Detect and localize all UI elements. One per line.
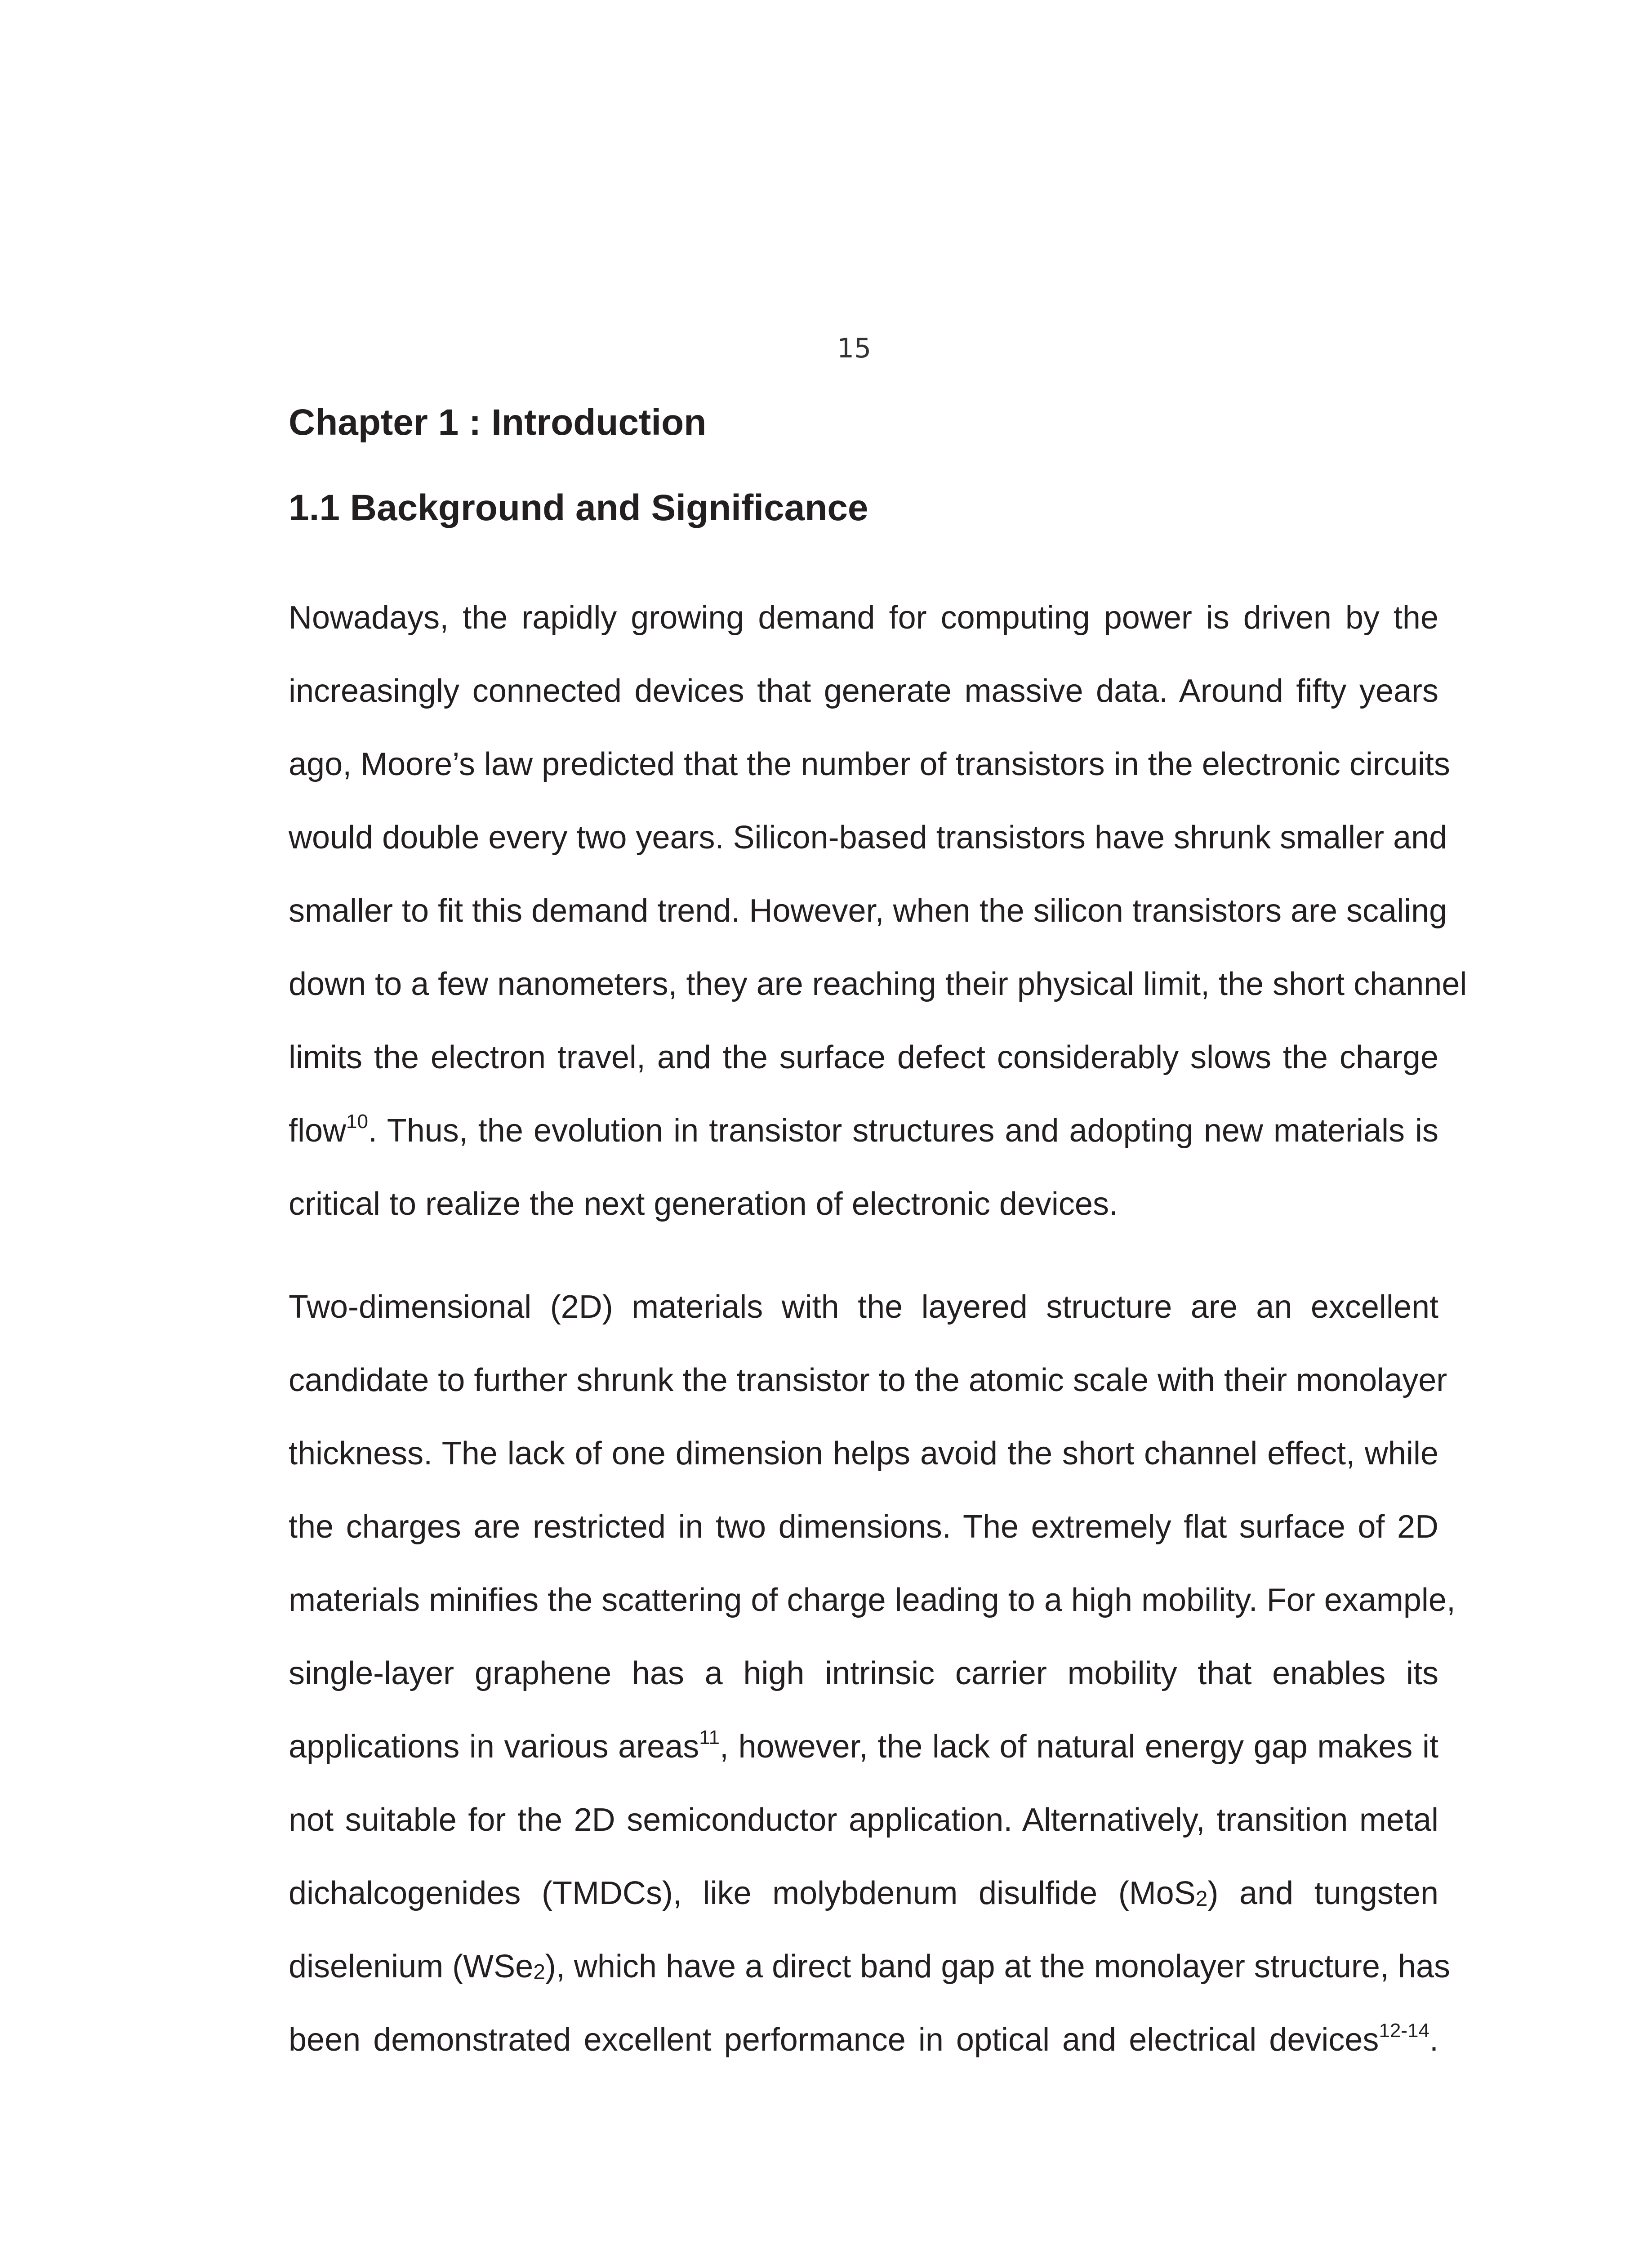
subscript: 2 bbox=[1195, 1887, 1208, 1911]
paragraph-line bbox=[289, 1094, 1438, 1168]
paragraph-line bbox=[289, 1857, 1438, 1930]
paragraph-line: down to a few nanometers, they are reaching their physical limit, the short channel bbox=[289, 966, 1467, 1002]
subscript: 2 bbox=[533, 1960, 545, 1984]
line-text: applications in various areas bbox=[289, 1729, 699, 1765]
paragraph-line bbox=[289, 2003, 1438, 2077]
line-text: . bbox=[1429, 2022, 1438, 2058]
paragraph-line: Nowadays, the rapidly growing demand for computing power is driven by the bbox=[289, 600, 1438, 636]
paragraph-line bbox=[289, 1710, 1438, 1784]
line-text: dichalcogenides (TMDCs), like molybdenum disulfide (MoS bbox=[289, 1875, 1196, 1911]
paragraph-line: limits the electron travel, and the surface defect considerably slows the charge bbox=[289, 1039, 1438, 1075]
paragraph-line: single-layer graphene has a high intrinsic carrier mobility that enables its bbox=[289, 1655, 1438, 1691]
line-text: ), which have a direct band gap at the monolayer structure, has bbox=[545, 1949, 1451, 1985]
citation-ref: 10 bbox=[346, 1111, 368, 1133]
paragraph-2d-materials bbox=[289, 1271, 1456, 2077]
paragraph-line: thickness. The lack of one dimension helps avoid the short channel effect, while bbox=[289, 1436, 1438, 1472]
paragraph-moores-law bbox=[289, 581, 1467, 1241]
paragraph-line: the charges are restricted in two dimensions. The extremely flat surface of 2D bbox=[289, 1509, 1438, 1545]
paragraph-line: critical to realize the next generation of electronic devices. bbox=[289, 1186, 1118, 1222]
citation-ref: 12-14 bbox=[1379, 2020, 1429, 2042]
line-text: flow bbox=[289, 1113, 347, 1149]
paragraph-line: smaller to fit this demand trend. However, when the silicon transistors are scaling bbox=[289, 893, 1447, 929]
paragraph-line: would double every two years. Silicon-based transistors have shrunk smaller and bbox=[289, 820, 1447, 856]
paragraph-line: ago, Moore’s law predicted that the number of transistors in the electronic circuits bbox=[289, 746, 1450, 782]
paragraph-line: materials minifies the scattering of charge leading to a high mobility. For example, bbox=[289, 1582, 1456, 1618]
paragraph-line bbox=[289, 1930, 1451, 2003]
paragraph-line: increasingly connected devices that generate massive data. Around fifty years bbox=[289, 673, 1438, 709]
paragraph-line: Two-dimensional (2D) materials with the layered structure are an excellent bbox=[289, 1289, 1438, 1325]
section-title: 1.1 Background and Significance bbox=[289, 487, 868, 528]
citation-ref: 11 bbox=[699, 1726, 720, 1748]
line-text: ) and tungsten bbox=[1207, 1875, 1438, 1911]
paragraph-line: candidate to further shrunk the transistor to the atomic scale with their monolayer bbox=[289, 1362, 1447, 1398]
chapter-title: Chapter 1 : Introduction bbox=[289, 402, 707, 443]
line-text: diselenium (WSe bbox=[289, 1949, 534, 1985]
page-number: 15 bbox=[837, 333, 872, 364]
line-text: , however, the lack of natural energy gap makes it bbox=[719, 1729, 1438, 1765]
paragraph-line: not suitable for the 2D semiconductor application. Alternatively, transition metal bbox=[289, 1802, 1438, 1838]
line-text: been demonstrated excellent performance in optical and electrical devices bbox=[289, 2022, 1379, 2058]
line-text: . Thus, the evolution in transistor structures and adopting new materials is bbox=[368, 1113, 1438, 1149]
